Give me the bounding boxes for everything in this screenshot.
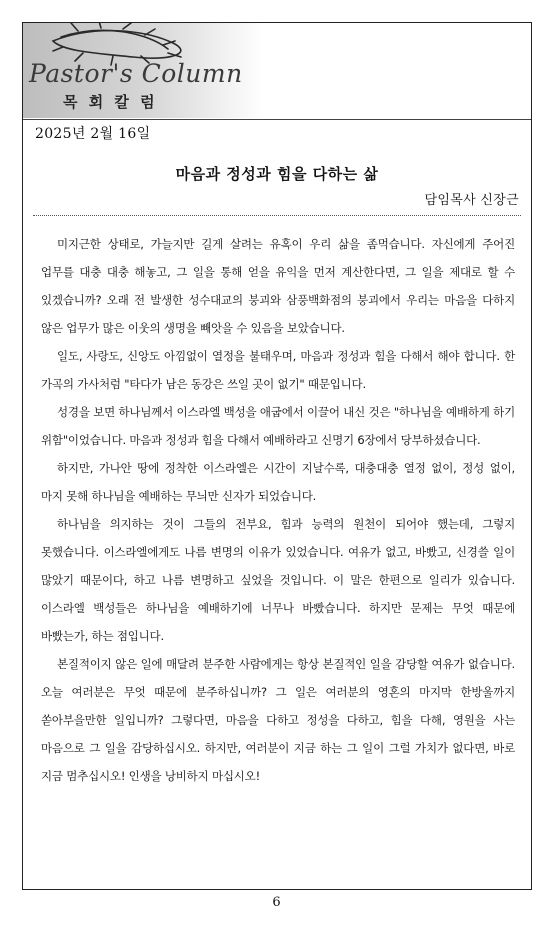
dotted-divider bbox=[33, 215, 521, 216]
article-paragraph: 하나님을 의지하는 것이 그들의 전부요, 힘과 능력의 원천이 되어야 했는데, 그렇지 못했습니다. 이스라엘에게도 나름 변명의 이유가 있었습니다. 여유가 없고, 바빴고, 신경쓸 일이 많았기 때문이다, 하고 나름 변명하고 싶었을 것입니다. 이 말은 한편으로 일리가 있습니다. 이스라엘 백성들은 하나님을 예배하기에 너무나 바빴습니다. 하지만 문제는 무엇 때문에 바빴는가, 하는 점입니다. bbox=[41, 517, 515, 643]
article-title: 마음과 정성과 힘을 다하는 삶 bbox=[175, 165, 379, 183]
article-paragraph: 성경을 보면 하나님께서 이스라엘 백성을 애굽에서 이끌어 내신 것은 "하나님을 예배하게 하기 위함"이었습니다. 마음과 정성과 힘을 다해서 예배하라고 신명기 6장에서 당부하셨습니다. bbox=[41, 405, 515, 447]
article-paragraph: 하지만, 가나안 땅에 정착한 이스라엘은 시간이 지날수록, 대충대충 열정 없이, 정성 없이, 마지 못해 하나님을 예배하는 무늬만 신자가 되었습니다. bbox=[41, 461, 515, 503]
page-number: 6 bbox=[272, 895, 281, 910]
column-header bbox=[23, 23, 531, 120]
article-paragraph: 본질적이지 않은 일에 매달려 분주한 사람에게는 항상 본질적인 일을 감당할 여유가 없습니다. 오늘 여러분은 무엇 때문에 분주하십니까? 그 일은 여러분의 영혼의 마지막 한방울까지 쏟아부을만한 일입니까? 그렇다면, 마음을 다하고 정성을 다하고, 힘을 다해, 영원을 사는 마음으로 그 일을 감당하십시오. 하지만, 여러분이 지금 하는 그 일이 그럴 가치가 없다면, 바로 지금 멈추십시오! 인생을 낭비하지 마십시오! bbox=[41, 657, 515, 783]
column-banner bbox=[23, 23, 263, 118]
article-paragraph: 미지근한 상태로, 가늘지만 길게 살려는 유혹이 우리 삶을 좀먹습니다. 자신에게 주어진 업무를 대충 대충 해놓고, 그 일을 통해 얻을 유익을 먼저 계산한다면, 그 일을 제대로 할 수 있겠습니까? 오래 전 발생한 성수대교의 붕괴와 삼풍백화점의 붕괴에서 우리는 마음을 다하지 않은 업무가 많은 이웃의 생명을 빼앗을 수 있음을 보았습니다. bbox=[41, 237, 515, 335]
article-body bbox=[41, 230, 515, 790]
column-subtitle: 목 회 칼 럼 bbox=[63, 93, 158, 111]
column-date: 2025년 2월 16일 bbox=[35, 126, 151, 142]
article-paragraph: 일도, 사랑도, 신앙도 아낌없이 열정을 불태우며, 마음과 정성과 힘을 다해서 해야 합니다. 한 가곡의 가사처럼 "타다가 남은 동강은 쓰일 곳이 없기" 때문입니다. bbox=[41, 349, 515, 391]
column-title: Pastor's Column bbox=[29, 59, 243, 88]
article-author: 담임목사 신장근 bbox=[424, 193, 519, 208]
column-frame bbox=[22, 22, 532, 890]
